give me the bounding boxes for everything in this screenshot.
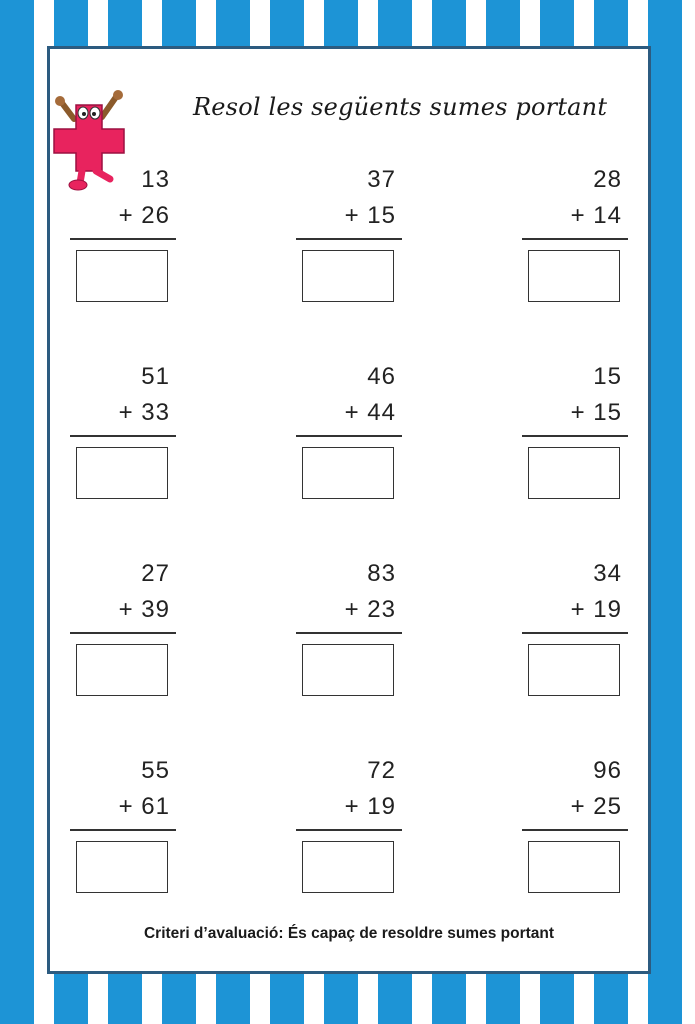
- sum-line: [70, 829, 176, 831]
- sum-line: [70, 435, 176, 437]
- sum-line: [522, 829, 628, 831]
- answer-box[interactable]: [528, 250, 620, 302]
- addend-top: 15: [593, 363, 622, 390]
- worksheet: [47, 46, 651, 974]
- addend-bottom: + 14: [570, 202, 622, 229]
- addend-bottom: + 61: [118, 793, 170, 820]
- addition-problem: [296, 560, 402, 710]
- addition-problem: [522, 560, 628, 710]
- addend-top: 51: [141, 363, 170, 390]
- addend-bottom: + 19: [570, 596, 622, 623]
- answer-box[interactable]: [528, 447, 620, 499]
- addend-top: 83: [367, 560, 396, 587]
- addition-problem: [70, 363, 176, 513]
- addend-bottom: + 39: [118, 596, 170, 623]
- evaluation-criteria: Criteri d’avaluació: És capaç de resoldre sumes portant: [143, 925, 555, 942]
- worksheet-title: Resol les següents sumes portant: [193, 93, 608, 121]
- addend-top: 37: [367, 166, 396, 193]
- addition-problem: [70, 757, 176, 907]
- answer-box[interactable]: [302, 250, 394, 302]
- answer-box[interactable]: [302, 447, 394, 499]
- addition-problem: [522, 166, 628, 316]
- addend-top: 13: [141, 166, 170, 193]
- answer-box[interactable]: [528, 841, 620, 893]
- answer-box[interactable]: [76, 841, 168, 893]
- addend-top: 46: [367, 363, 396, 390]
- answer-box[interactable]: [76, 447, 168, 499]
- addend-top: 55: [141, 757, 170, 784]
- addition-problem: [296, 166, 402, 316]
- sum-line: [70, 632, 176, 634]
- sum-line: [296, 829, 402, 831]
- answer-box[interactable]: [76, 250, 168, 302]
- addend-bottom: + 23: [344, 596, 396, 623]
- sum-line: [522, 435, 628, 437]
- sum-line: [296, 435, 402, 437]
- sum-line: [70, 238, 176, 240]
- addend-top: 72: [367, 757, 396, 784]
- answer-box[interactable]: [302, 644, 394, 696]
- addend-bottom: + 15: [570, 399, 622, 426]
- addend-bottom: + 25: [570, 793, 622, 820]
- sum-line: [296, 632, 402, 634]
- answer-box[interactable]: [76, 644, 168, 696]
- answer-box[interactable]: [302, 841, 394, 893]
- addition-problem: [70, 166, 176, 316]
- addend-top: 27: [141, 560, 170, 587]
- addend-bottom: + 33: [118, 399, 170, 426]
- addition-problem: [70, 560, 176, 710]
- addition-problem: [522, 363, 628, 513]
- sum-line: [522, 632, 628, 634]
- addend-top: 96: [593, 757, 622, 784]
- addend-bottom: + 15: [344, 202, 396, 229]
- addend-top: 34: [593, 560, 622, 587]
- addition-problem: [296, 757, 402, 907]
- sum-line: [296, 238, 402, 240]
- addend-bottom: + 19: [344, 793, 396, 820]
- addend-bottom: + 26: [118, 202, 170, 229]
- addend-top: 28: [593, 166, 622, 193]
- answer-box[interactable]: [528, 644, 620, 696]
- addend-bottom: + 44: [344, 399, 396, 426]
- addition-problem: [296, 363, 402, 513]
- sum-line: [522, 238, 628, 240]
- addition-problem: [522, 757, 628, 907]
